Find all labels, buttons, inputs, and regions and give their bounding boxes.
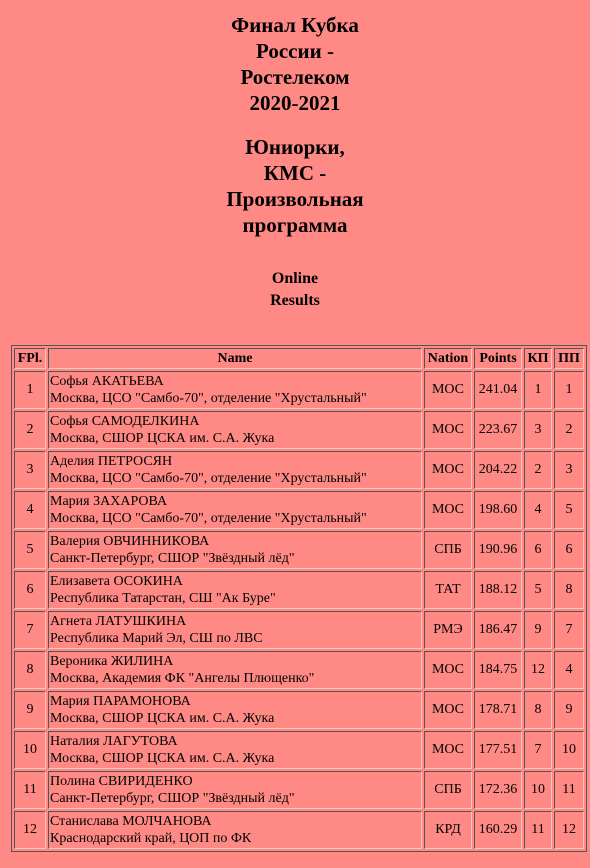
table-header-row [14,348,584,369]
club-name: Москва, СШОР ЦСКА им. С.А. Жука [50,431,275,446]
place-cell: 1 [14,371,46,409]
name-cell [48,731,422,769]
fs-rank-cell: 5 [554,491,584,529]
skater-name: Аделия ПЕТРОСЯН [50,454,173,469]
name-cell [48,611,422,649]
results-table [11,345,587,852]
club-name: Санкт-Петербург, СШОР "Звёздный лёд" [50,551,295,566]
place-cell: 4 [14,491,46,529]
nation-cell: МОС [424,371,472,409]
fs-rank-cell: 12 [554,811,584,849]
club-name: Республика Татарстан, СШ "Ак Буре" [50,591,276,606]
club-name: Москва, ЦСО "Самбо-70", отделение "Хрустальный" [50,391,367,406]
skater-name: Софья САМОДЕЛКИНА [50,414,200,429]
table-row [14,571,584,609]
segment-title [0,134,590,238]
name-cell [48,451,422,489]
place-cell: 9 [14,691,46,729]
points-cell: 190.96 [474,531,522,569]
event-title-line: России - [256,39,334,63]
place-cell: 12 [14,811,46,849]
points-cell: 178.71 [474,691,522,729]
name-cell [48,531,422,569]
sp-rank-cell: 5 [524,571,552,609]
table-row [14,531,584,569]
event-title-line: Ростелеком [240,65,350,89]
fs-rank-cell: 9 [554,691,584,729]
sp-rank-cell: 2 [524,451,552,489]
fs-rank-cell: 7 [554,611,584,649]
sp-rank-cell: 7 [524,731,552,769]
place-cell: 11 [14,771,46,809]
club-name: Республика Марий Эл, СШ по ЛВС [50,631,263,646]
table-row [14,491,584,529]
place-cell: 2 [14,411,46,449]
sp-rank-cell: 1 [524,371,552,409]
name-cell [48,811,422,849]
skater-name: Вероника ЖИЛИНА [50,654,174,669]
points-cell: 204.22 [474,451,522,489]
sp-rank-cell: 3 [524,411,552,449]
header-place: FPl. [14,348,46,369]
table-row [14,811,584,849]
skater-name: Мария ЗАХАРОВА [50,494,168,509]
points-cell: 184.75 [474,651,522,689]
name-cell [48,371,422,409]
table-row [14,371,584,409]
sp-rank-cell: 10 [524,771,552,809]
table-row [14,451,584,489]
name-cell [48,651,422,689]
segment-title-line: программа [242,213,348,237]
sp-rank-cell: 9 [524,611,552,649]
name-cell [48,571,422,609]
club-name: Москва, Академия ФК "Ангелы Плющенко" [50,671,315,686]
nation-cell: СПБ [424,771,472,809]
table-row [14,611,584,649]
club-name: Москва, СШОР ЦСКА им. С.А. Жука [50,751,275,766]
online-title-line: Results [270,292,320,309]
online-results-title [0,268,590,312]
online-title-line: Online [271,270,319,287]
skater-name: Валерия ОВЧИННИКОВА [50,534,210,549]
fs-rank-cell: 4 [554,651,584,689]
sp-rank-cell: 12 [524,651,552,689]
sp-rank-cell: 8 [524,691,552,729]
table-row [14,651,584,689]
header-points: Points [474,348,522,369]
sp-rank-cell: 11 [524,811,552,849]
header-sp: КП [524,348,552,369]
skater-name: Наталия ЛАГУТОВА [50,734,178,749]
skater-name: Станислава МОЛЧАНОВА [50,814,212,829]
table-row [14,411,584,449]
points-cell: 198.60 [474,491,522,529]
points-cell: 241.04 [474,371,522,409]
nation-cell: МОС [424,411,472,449]
fs-rank-cell: 3 [554,451,584,489]
club-name: Москва, ЦСО "Самбо-70", отделение "Хрустальный" [50,511,367,526]
club-name: Москва, СШОР ЦСКА им. С.А. Жука [50,711,275,726]
nation-cell: МОС [424,691,472,729]
place-cell: 5 [14,531,46,569]
segment-title-line: КМС - [263,161,327,185]
segment-title-line: Юниорки, [245,135,345,159]
nation-cell: МОС [424,651,472,689]
results-table-wrapper [11,345,587,852]
skater-name: Елизавета ОСОКИНА [50,574,183,589]
skater-name: Полина СВИРИДЕНКО [50,774,193,789]
sp-rank-cell: 4 [524,491,552,529]
place-cell: 6 [14,571,46,609]
event-title-line: 2020-2021 [249,91,341,115]
fs-rank-cell: 8 [554,571,584,609]
header-fs: ПП [554,348,584,369]
points-cell: 160.29 [474,811,522,849]
fs-rank-cell: 11 [554,771,584,809]
points-cell: 172.36 [474,771,522,809]
name-cell [48,771,422,809]
points-cell: 188.12 [474,571,522,609]
name-cell [48,411,422,449]
place-cell: 10 [14,731,46,769]
skater-name: Софья АКАТЬЕВА [50,374,164,389]
place-cell: 8 [14,651,46,689]
header-nation: Nation [424,348,472,369]
results-body [14,371,584,849]
points-cell: 177.51 [474,731,522,769]
fs-rank-cell: 2 [554,411,584,449]
fs-rank-cell: 6 [554,531,584,569]
club-name: Краснодарский край, ЦОП по ФК [50,831,252,846]
points-cell: 223.67 [474,411,522,449]
name-cell [48,491,422,529]
club-name: Санкт-Петербург, СШОР "Звёздный лёд" [50,791,295,806]
nation-cell: КРД [424,811,472,849]
nation-cell: МОС [424,451,472,489]
header-name: Name [48,348,422,369]
place-cell: 7 [14,611,46,649]
skater-name: Агнета ЛАТУШКИНА [50,614,187,629]
club-name: Москва, ЦСО "Самбо-70", отделение "Хрустальный" [50,471,367,486]
event-title [0,0,590,116]
nation-cell: РМЭ [424,611,472,649]
skater-name: Мария ПАРАМОНОВА [50,694,191,709]
fs-rank-cell: 10 [554,731,584,769]
fs-rank-cell: 1 [554,371,584,409]
table-row [14,731,584,769]
table-row [14,691,584,729]
nation-cell: ТАТ [424,571,472,609]
table-row [14,771,584,809]
sp-rank-cell: 6 [524,531,552,569]
nation-cell: МОС [424,731,472,769]
nation-cell: МОС [424,491,472,529]
points-cell: 186.47 [474,611,522,649]
event-title-line: Финал Кубка [231,13,359,37]
name-cell [48,691,422,729]
segment-title-line: Произвольная [226,187,364,211]
nation-cell: СПБ [424,531,472,569]
place-cell: 3 [14,451,46,489]
